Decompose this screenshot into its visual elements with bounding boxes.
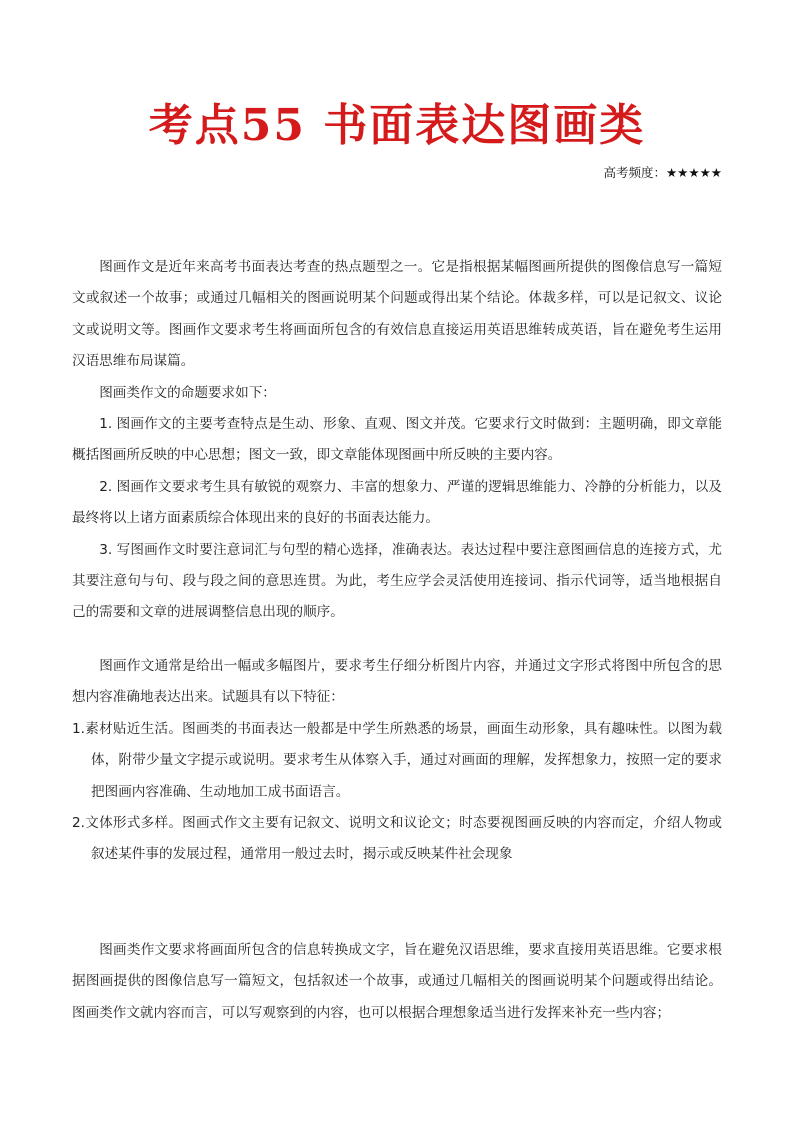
requirement-item: 3. 写图画作文时要注意词汇与句型的精心选择，准确表达。表达过程中要注意图画信息的连接方式，尤其要注意句与句、段与段之间的意思连贯。为此，考生应学会灵活使用连接词、指示代词等，适当地根据自己的需要和文章的进展调整信息出现的顺序。 [72, 541, 722, 621]
section1-intro-paragraph: 图画作文是近年来高考书面表达考查的热点题型之一。它是指根据某幅图画所提供的图像信息写一篇短文或叙述一个故事；或通过几幅相关的图画说明某个问题或得出某个结论。体裁多样，可以是记叙文、议论文或说明文等。图画作文要求考生将画面所包含的有效信息直接运用英语思维转成英语，旨在避免考生运用汉语思维布局谋篇。 [72, 259, 722, 370]
requirement-item: 2. 图画作文要求考生具有敏锐的观察力、丰富的想象力、严谨的逻辑思维能力、冷静的分析能力，以及最终将以上诸方面素质综合体现出来的良好的书面表达能力。 [72, 478, 722, 527]
exam-frequency [603, 164, 722, 182]
page-title: 考点55 书面表达图画类 [148, 100, 646, 151]
section-spacer [72, 871, 722, 935]
requirements-lead: 图画类作文的命题要求如下： [99, 384, 276, 401]
section3-intro-paragraph: 图画类作文要求将画面所包含的信息转换成文字，旨在避免汉语思维，要求直接用英语思维。它要求根据图画提供的图像信息写一篇短文，包括叙述一个故事，或通过几幅相关的图画说明某个问题或得出结论。图画类作文就内容而言，可以写观察到的内容，也可以根据合理想象适当进行发挥来补充一些内容； [72, 941, 722, 1021]
section-spacer [72, 629, 722, 651]
document-body [72, 252, 722, 1029]
section2-intro-paragraph: 图画作文通常是给出一幅或多幅图片，要求考生仔细分析图片内容，并通过文字形式将图中所包含的思想内容准确地表达出来。试题具有以下特征： [72, 657, 722, 706]
frequency-stars: ★★★★★ [665, 165, 722, 180]
feature-item: 1.素材贴近生活。图画类的书面表达一般都是中学生所熟悉的场景，画面生动形象，具有趣味性。以图为载体，附带少量文字提示或说明。要求考生从体察入手，通过对画面的理解，发挥想象力，按照一定的要求把图画内容准确、生动地加工成书面语言。 [72, 720, 722, 800]
requirement-item: 1. 图画作文的主要考查特点是生动、形象、直观、图文并茂。它要求行文时做到：主题明确，即文章能概括图画所反映的中心思想；图文一致，即文章能体现图画中所反映的主要内容。 [72, 416, 722, 464]
frequency-label: 高考频度： [603, 165, 666, 180]
feature-item: 2.文体形式多样。图画式作文主要有记叙文、说明文和议论文；时态要视图画反映的内容而定，介绍人物或叙述某件事的发展过程，通常用一般过去时，揭示或反映某件社会现象 [72, 814, 722, 863]
